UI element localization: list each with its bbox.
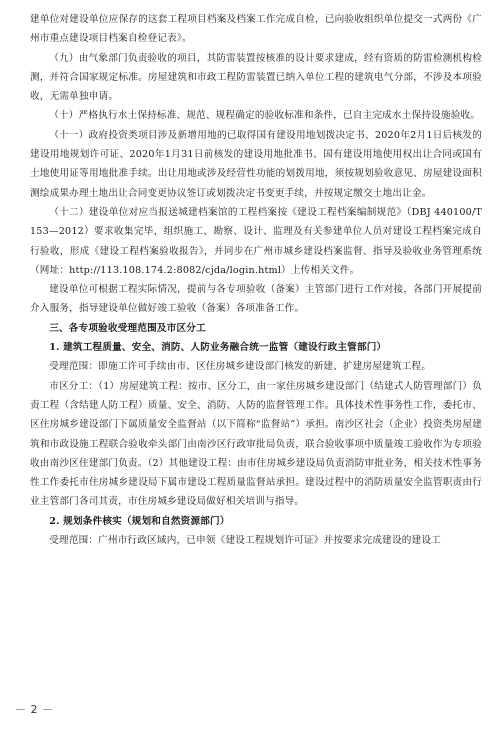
subsection-1-scope: 受理范围：即施工许可手续由市、区住房城乡建设部门核发的新建、扩建房屋建筑工程。 [49, 361, 432, 373]
paragraph-item-9-lightning: （九）由气象部门负责验收的项目，其防雷装置按核准的设计要求建成，经有资质的防雷检测机构检测，并符合国家规定标准。房屋建筑和市政工程防雷装置已纳入单位工程的建筑电气分部，不涉及本项验收，无需单独申请。 [30, 52, 482, 103]
document-body [30, 10, 482, 550]
paragraph-archive-selfcheck: 建单位对建设单位应保存的这套工程项目档案及档案工作完成自检，已向验收组织单位提交一式两份《广州市重点建设项目档案自检登记表》。 [30, 14, 482, 45]
subsection-heading-2: 2. 规划条件核实（规划和自然资源部门） [49, 515, 230, 527]
paragraph-advance-coordination: 建设单位可根据工程实际情况，提前与各专项验收（备案）主管部门进行工作对接，各部门开展提前介入服务，指导建设单位做好竣工验收（备案）各项准备工作。 [30, 284, 482, 315]
subsection-2-scope: 受理范围：广州市行政区域内，已申领《建设工程规划许可证》并按要求完成建设的建设工 [49, 535, 441, 547]
section-heading-3: 三、各专项验收受理范围及市区分工 [49, 322, 206, 334]
paragraph-item-10-soil-water: （十）严格执行水土保持标准、规范、规程确定的验收标准和条件，已自主完成水土保持设施验收。 [49, 110, 481, 122]
paragraph-item-11-land-use: （十一）政府投资类项目涉及新增用地的已取得国有建设用地划拨决定书、2020年2月1日后核发的建设用地规划许可证、2020年1月31日前核发的建设用地批准书、国有建设用地使用权出让合同或国有土地使用证等用地批准手续。出让用地或涉及经营性功能的划拨用地，须按规划验收意见、房屋建设面积测绘成果办理土地出让合同变更协议签订或划拨决定书变更手续，并按规定缴交土地出让金。 [30, 129, 482, 199]
paragraph-item-12-archives: （十二）建设单位对应当报送城建档案馆的工程档案按《建设工程档案编制规范》（DBJ 440100/T 153—2012）要求收集完毕，组织施工、勘察、设计、监理及有关参建单位人员对建设工程档案完成自行验收，形成《建设工程档案验收报告》，并同步在广州市城乡建设档案监督、指导及验收业务管理系统（网址：http://113.108.174.2:8082/cjda/login.html）上传相关文件。 [30, 206, 482, 276]
subsection-heading-1: 1. 建筑工程质量、安全、消防、人防业务融合统一监管（建设行政主管部门） [49, 342, 387, 354]
subsection-1-division: 市区分工：（1）房屋建筑工程：按市、区分工，由一家住房城乡建设部门（结建式人防管理部门）负责工程（含结建人防工程）质量、安全、消防、人防的监督管理工作。具体技术性事务性工作，委托市、区住房城乡建设部门下属质量安全监督站（以下简称“监督站”）承担。南沙区社会（企业）投资类房屋建筑和市政设施工程联合验收牵头部门由南沙区行政审批局负责，联合验收事项中质量竣工验收作为专项验收由南沙区住建部门负责。（2）其他建设工程：由市住房城乡建设局负责消防审批业务，相关技术性事务性工作委托市住房城乡建设局下属市建设工程质量监督站承担。建设过程中的消防质量安全监管职责由行业主管部门各司其责，市住房城乡建设局做好相关培训与指导。 [30, 380, 483, 508]
page-number: － 2 － [15, 703, 54, 716]
